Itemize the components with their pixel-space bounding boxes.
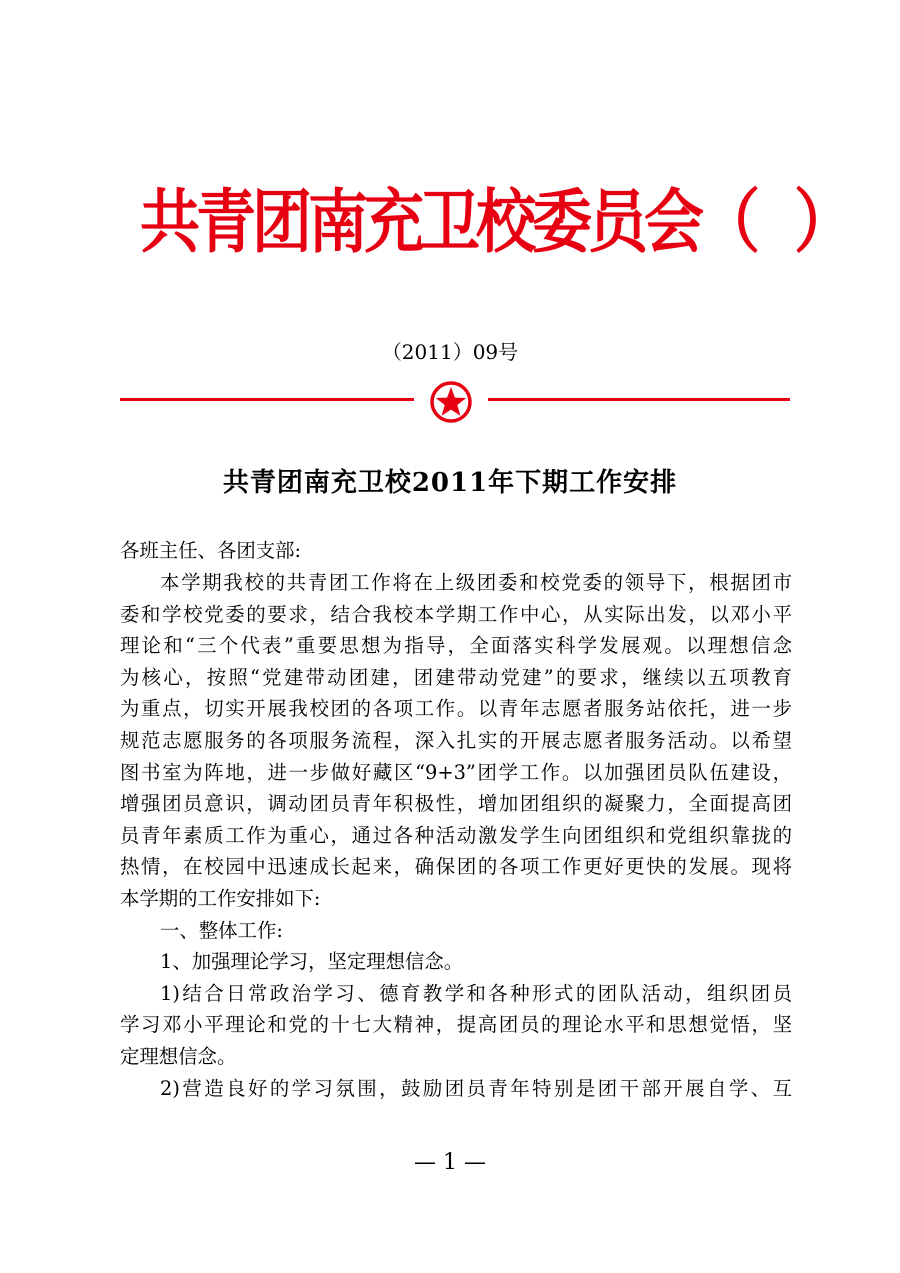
masthead-close-paren: ） <box>794 182 850 263</box>
paragraph-line: 图书室为阵地，进一步做好藏区“9+3”团学工作。以加强团员队伍建设， <box>120 760 792 784</box>
paragraph-line: 本学期我校的共青团工作将在上级团委和校党委的领导下，根据团市 <box>160 571 792 594</box>
paragraph-line: 员青年素质工作为重心，通过各种活动激发学生向团组织和党组织靠拢的 <box>120 823 792 847</box>
document-title: 共青团南充卫校2011年下期工作安排 <box>222 468 678 498</box>
paragraph-line: 本学期的工作安排如下: <box>120 886 321 910</box>
star-emblem-icon <box>429 380 473 424</box>
paragraph-line: 学习邓小平理论和党的十七大精神，提高团员的理论水平和思想觉悟，坚 <box>120 1013 792 1037</box>
paragraph-line: 1)结合日常政治学习、德育教学和各种形式的团队活动，组织团员 <box>160 981 792 1005</box>
page-number: — 1 — <box>414 1150 486 1175</box>
masthead-open-paren: （ <box>700 182 756 263</box>
paragraph-line: 为核心，按照“党建带动团建，团建带动党建”的要求，继续以五项教育 <box>120 665 792 689</box>
paragraph-line: 理论和“三个代表”重要思想为指导，全面落实科学发展观。以理想信念 <box>120 634 792 658</box>
paragraph-line: 2)营造良好的学习氛围，鼓励团员青年特别是团干部开展自学、互 <box>160 1076 792 1100</box>
document-number: （2011）09号 <box>381 340 519 364</box>
intro-paragraph <box>120 567 792 1104</box>
divider-rule-left <box>120 398 414 401</box>
red-divider <box>120 388 790 412</box>
divider-rule-right <box>488 398 790 401</box>
item-heading: 1、加强理论学习，坚定理想信念。 <box>160 950 464 974</box>
paragraph-line: 热情，在校园中迅速成长起来，确保团的各项工作更好更快的发展。现将 <box>120 855 792 879</box>
paragraph-line: 委和学校党委的要求，结合我校本学期工作中心，从实际出发，以邓小平 <box>120 602 792 626</box>
salutation: 各班主任、各团支部: <box>120 539 302 562</box>
section-heading: 一、整体工作: <box>160 918 283 942</box>
paragraph-line: 定理想信念。 <box>120 1044 237 1068</box>
masthead-name: 共青团南充卫校委员会 <box>140 182 700 263</box>
masthead-title <box>140 182 850 263</box>
paragraph-line: 为重点，切实开展我校团的各项工作。以青年志愿者服务站依托，进一步 <box>120 697 792 721</box>
paragraph-line: 规范志愿服务的各项服务流程，深入扎实的开展志愿者服务活动。以希望 <box>120 728 792 752</box>
paragraph-line: 增强团员意识，调动团员青年积极性，增加团组织的凝聚力，全面提高团 <box>120 792 792 816</box>
